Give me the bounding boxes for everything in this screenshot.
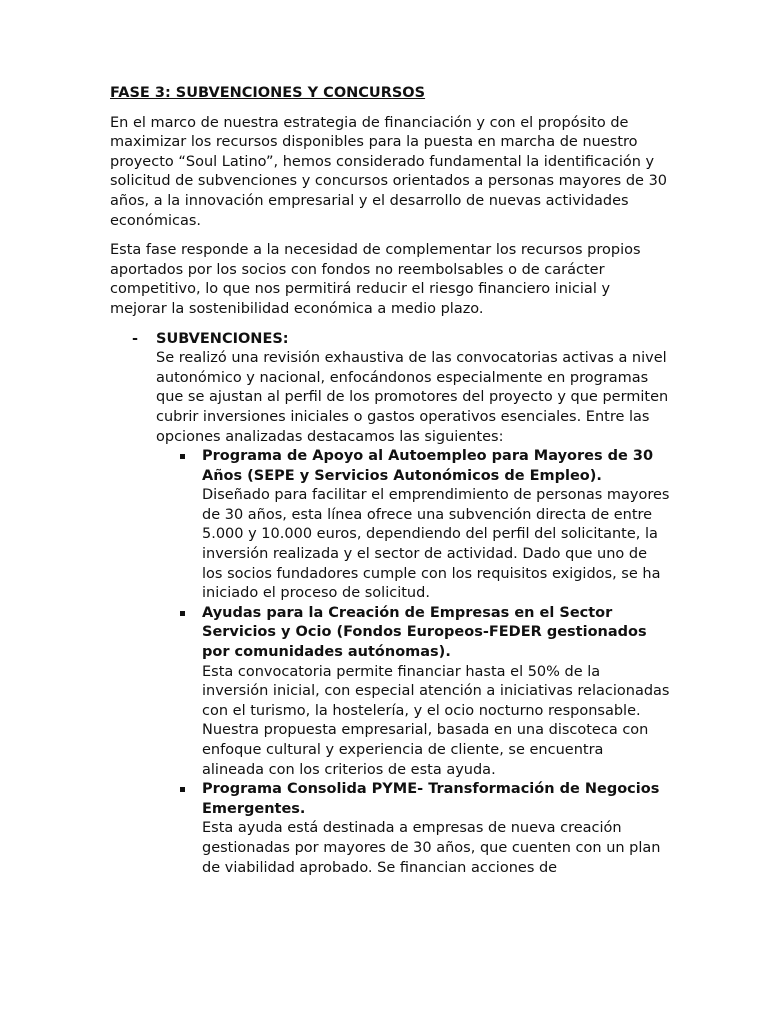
item-text: Esta ayuda está destinada a empresas de nueva creación gestionadas por mayores de 30 años, que cuenten con un plan de viabilidad aprobado. Se financian acciones de — [202, 820, 661, 876]
subvenciones-list — [156, 447, 670, 878]
purpose-paragraph: Esta fase responde a la necesidad de complementar los recursos propios aportados por los socios con fondos no reembolsables o de carácter competitivo, lo que nos permitirá reducir el riesgo financiero inicial y mejorar la sostenibilidad económica a medio plazo. — [110, 242, 641, 317]
item-text: Esta convocatoria permite financiar hasta el 50% de la inversión inicial, con especial atención a iniciativas relacionadas con el turismo, la hostelería, y el ocio nocturno responsable. Nuestra propuesta empresarial, basada en una discoteca con enfoque cultural y experiencia de cliente, se encuentra alineada con los criterios de esta ayuda. — [202, 663, 670, 778]
item-title: Programa de Apoyo al Autoempleo para Mayores de 30 Años (SEPE y Servicios Autonómicos de Empleo). — [202, 448, 654, 484]
square-bullet-icon — [180, 787, 185, 792]
item-text: Diseñado para facilitar el emprendimiento de personas mayores de 30 años, esta línea ofrece una subvención directa de entre 5.000 y 10.000 euros, dependiendo del perfil del solicitante, la inversión realizada y el sector de actividad. Dado que uno de los socios fundadores cumple con los requisitos exigidos, se ha iniciado el proceso de solicitud. — [202, 487, 670, 602]
subvenciones-section — [110, 330, 670, 879]
item-title: Programa Consolida PYME- Transformación de Negocios Emergentes. — [202, 781, 660, 817]
list-item — [202, 780, 670, 878]
dash-marker: - — [132, 330, 139, 347]
subvenciones-intro: Se realizó una revisión exhaustiva de las convocatorias activas a nivel autonómico y nacional, enfocándonos especialmente en programas que se ajustan al perfil de los promotores del proyecto y que permiten cubrir inversiones iniciales o gastos operativos esenciales. Entre las opciones analizadas destacamos las siguientes: — [156, 350, 669, 445]
list-item — [202, 604, 670, 780]
item-title: Ayudas para la Creación de Empresas en el Sector Servicios y Ocio (Fondos Europeos-FEDER gestionados por comunidades autónomas). — [202, 604, 647, 661]
list-item — [202, 447, 670, 604]
square-bullet-icon — [180, 454, 185, 459]
section-heading: FASE 3: SUBVENCIONES Y CONCURSOS — [110, 85, 426, 101]
intro-paragraph: En el marco de nuestra estrategia de financiación y con el propósito de maximizar los recursos disponibles para la puesta en marcha de nuestro proyecto “Soul Latino”, hemos considerado fundamental la identificación y solicitud de subvenciones y concursos orientados a personas mayores de 30 años, a la innovación empresarial y el desarrollo de nuevas actividades económicas. — [110, 114, 668, 229]
square-bullet-icon — [180, 611, 185, 616]
subvenciones-title: SUBVENCIONES: — [156, 330, 289, 347]
document-body — [110, 84, 670, 878]
